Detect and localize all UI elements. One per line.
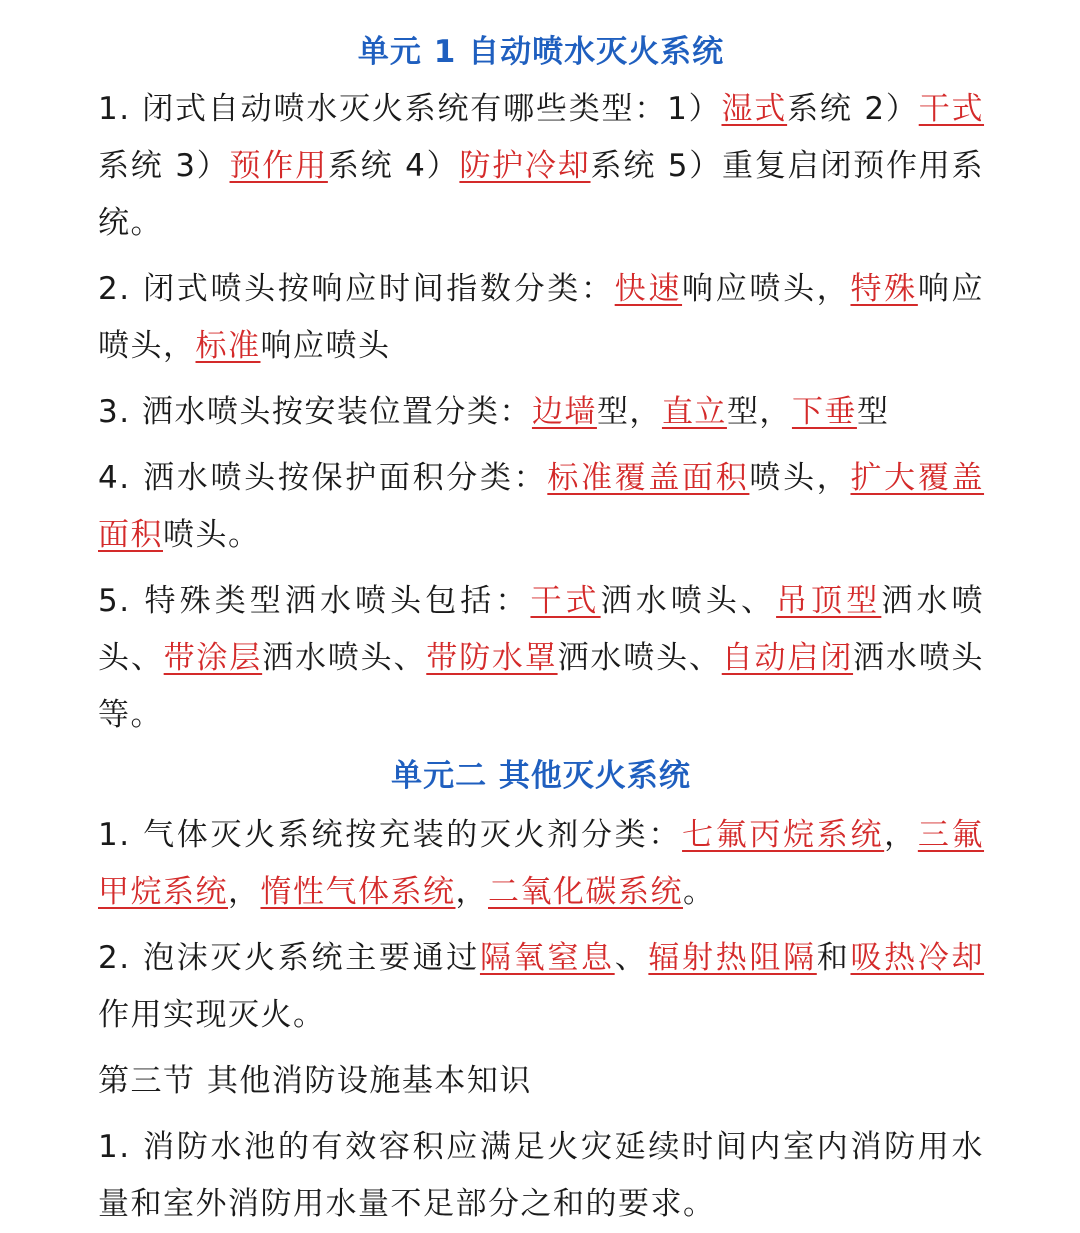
body-text: ， <box>884 817 918 853</box>
section3-heading: 第三节 其他消防设施基本知识 <box>98 1063 532 1099</box>
unit1-item <box>98 573 984 744</box>
body-text: 1. 消防水池的有效容积应满足火灾延续时间内室内消防用水量和室外消防用水量不足部分之和的要求。 <box>98 1129 984 1222</box>
body-text: 1. 气体灭火系统按充装的灭火剂分类： <box>98 817 683 853</box>
answer-blank: 扩大覆盖面积 <box>98 460 985 553</box>
unit2-list <box>98 807 984 1044</box>
answer-blank: 七氟丙烷系统 <box>682 817 885 853</box>
body-text: 响应喷头， <box>98 271 985 364</box>
answer-blank: 湿式 <box>721 91 788 127</box>
unit2-item <box>98 930 984 1044</box>
body-text: 喷头， <box>749 460 851 496</box>
answer-blank: 标准 <box>195 328 261 364</box>
body-text: 型， <box>726 394 792 430</box>
answer-blank: 二氧化碳系统 <box>488 874 683 910</box>
body-text: 洒水喷头、 <box>557 640 722 676</box>
body-text: 3. 洒水喷头按安装位置分类： <box>98 394 532 430</box>
body-text: 响应喷头 <box>260 328 391 364</box>
answer-blank: 辐射热阻隔 <box>648 940 817 976</box>
body-text: 2. 闭式喷头按响应时间指数分类： <box>98 271 615 307</box>
answer-blank: 隔氧窒息 <box>479 940 615 976</box>
body-text: 洒水喷头、 <box>98 583 985 676</box>
answer-blank: 快速 <box>614 271 683 307</box>
body-text: 1. 闭式自动喷水灭火系统有哪些类型：1） <box>98 91 722 127</box>
body-text: 、 <box>614 940 649 976</box>
answer-blank: 干式 <box>530 583 601 619</box>
body-text: ， <box>228 874 261 910</box>
body-text: 系统 3） <box>98 148 230 184</box>
answer-blank: 三氟甲烷系统 <box>98 817 985 910</box>
unit1-list <box>98 81 984 744</box>
answer-blank: 带防水罩 <box>426 640 558 676</box>
body-text: 型， <box>596 394 662 430</box>
body-text: 型 <box>856 394 890 430</box>
body-text: 洒水喷头、 <box>262 640 427 676</box>
answer-blank: 吊顶型 <box>776 583 882 619</box>
unit1-heading: 单元 1 自动喷水灭火系统 <box>357 34 725 70</box>
body-text: 4. 洒水喷头按保护面积分类： <box>98 460 548 496</box>
answer-blank: 自动启闭 <box>721 640 854 676</box>
answer-blank: 预作用 <box>229 148 328 184</box>
unit1-item <box>98 81 984 252</box>
body-text: 洒水喷头、 <box>600 583 777 619</box>
answer-blank: 特殊 <box>850 271 918 307</box>
answer-blank: 干式 <box>918 91 985 127</box>
answer-blank: 防护冷却 <box>459 148 591 184</box>
unit1-item <box>98 384 984 441</box>
answer-blank: 边墙 <box>531 394 597 430</box>
body-text: 和 <box>816 940 851 976</box>
section3-item <box>98 1119 984 1233</box>
section3-list <box>98 1119 984 1233</box>
answer-blank: 带涂层 <box>163 640 263 676</box>
unit2-heading: 单元二 其他灭火系统 <box>391 758 691 794</box>
body-text: 。 <box>683 874 716 910</box>
answer-blank: 直立 <box>661 394 727 430</box>
body-text: 喷头。 <box>163 517 261 553</box>
answer-blank: 标准覆盖面积 <box>547 460 750 496</box>
body-text: 系统 4） <box>327 148 460 184</box>
body-text: 作用实现灭火。 <box>98 997 326 1033</box>
body-text: 2. 泡沫灭火系统主要通过 <box>98 940 480 976</box>
answer-blank: 吸热冷却 <box>850 940 985 976</box>
unit1-item <box>98 450 984 564</box>
answer-blank: 惰性气体系统 <box>260 874 456 910</box>
unit2-item <box>98 807 984 921</box>
answer-blank: 下垂 <box>791 394 857 430</box>
body-text: 洒水喷头等。 <box>98 640 985 733</box>
body-text: 响应喷头， <box>682 271 851 307</box>
body-text: 5. 特殊类型洒水喷头包括： <box>98 583 531 619</box>
body-text: ， <box>455 874 488 910</box>
body-text: 系统 5）重复启闭预作用系统。 <box>98 148 985 241</box>
body-text: 系统 2） <box>787 91 919 127</box>
unit1-item <box>98 261 984 375</box>
